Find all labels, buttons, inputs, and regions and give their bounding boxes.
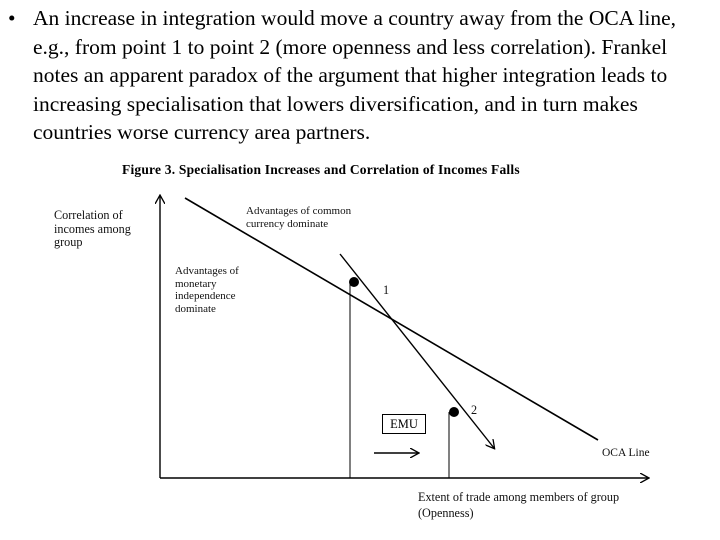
figure-title: Figure 3. Specialisation Increases and Correlation of Incomes Falls: [122, 162, 520, 177]
point-2-label: 2: [471, 403, 478, 417]
emu-label: EMU: [382, 414, 426, 434]
bullet-text: An increase in integration would move a country away from the OCA line, e.g., from point 1 to point 2 (more openness and less correlation). Frankel notes an apparent paradox of the argument that higher integration leads to increasing specialisation that lowers diversification, and in turn makes countries worse currency area partners.: [33, 6, 677, 145]
point-1-marker: [349, 277, 359, 287]
figure-3: [40, 158, 670, 530]
bullet-point: [8, 4, 708, 147]
y-axis-label: Correlation of incomes among group: [54, 208, 131, 249]
point-1-label: 1: [383, 283, 390, 297]
oca-line-label: OCA Line: [602, 447, 650, 459]
region-label-common-currency: Advantages of common currency dominate: [246, 205, 352, 230]
x-axis-label: Extent of trade among members of group (Openness): [418, 490, 620, 520]
region-label-monetary-independence: Advantages of monetary independence dominate: [175, 265, 239, 315]
point-2-marker: [449, 407, 459, 417]
bullet-dot: •: [8, 6, 16, 30]
